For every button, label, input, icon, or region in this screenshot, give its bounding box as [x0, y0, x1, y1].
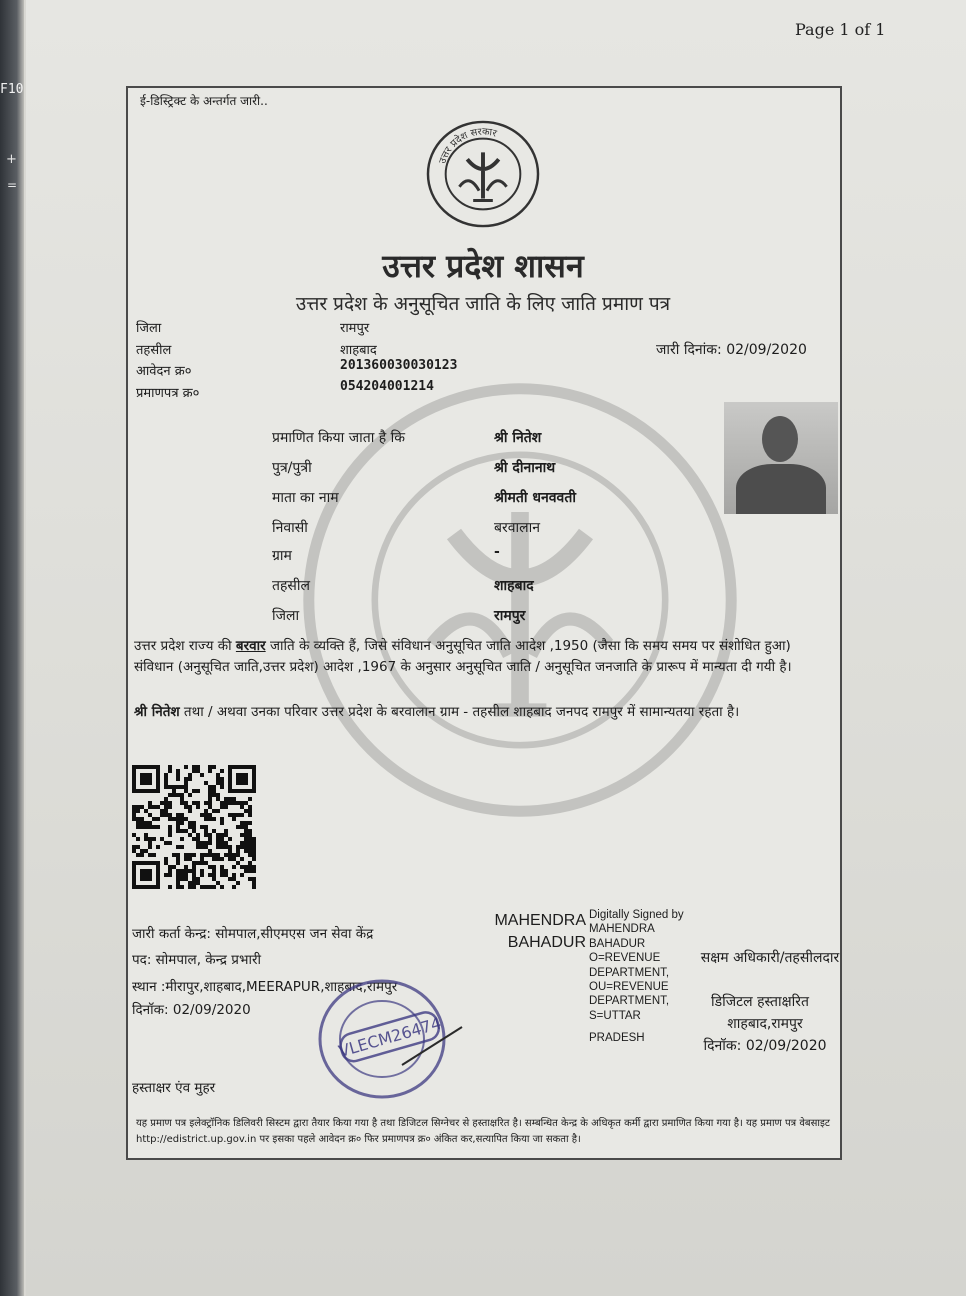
meta-application-value: 201360030030123 [340, 358, 458, 373]
field-value: श्री नितेश [494, 430, 542, 446]
issuer-post: पद: सोमपाल, केन्द्र प्रभारी [132, 952, 261, 968]
photo-head [762, 416, 798, 462]
issuer-date: दिनॉक: 02/09/2020 [132, 1002, 251, 1018]
issued-note: ई-डिस्ट्रिक्ट के अन्तर्गत जारी.. [140, 94, 268, 108]
field-label: पुत्र/पुत्री [272, 460, 312, 476]
applicant-photo [724, 402, 838, 514]
up-govt-emblem-icon [424, 118, 542, 230]
caste-name: बरवार [235, 638, 266, 654]
qr-code[interactable] [132, 765, 256, 889]
photo-body [736, 464, 826, 514]
field-value: श्रीमती धनववती [494, 490, 576, 506]
field-label: जिला [272, 608, 300, 624]
page-number: Page 1 of 1 [795, 20, 886, 39]
meta-district-value: रामपुर [340, 321, 370, 336]
meta-district-label: जिला [136, 321, 162, 336]
issuer-center: जारी कर्ता केन्द्र: सोमपाल,सीएमएस जन सेवा केंद्र [132, 926, 374, 942]
seal-stamp-icon [312, 975, 468, 1103]
footer-note: यह प्रमाण पत्र इलेक्ट्रॉनिक डिलिवरी सिस्टम द्वारा तैयार किया गया है तथा डिजिटल सिग्नेचर से हस्ताक्षरित है। सम्बन्धित केन्द्र के अधिकृत कर्मी द्वारा प्रमाणित किया गया है। यह प्रमाण पत्र वेबसाइट http://edistrict.up.gov.in पर इसका पहले आवेदन क्र० फिर प्रमाणपत्र क्र० अंकित कर,सत्यापित किया जा सकता है। [136, 1118, 830, 1145]
authority-title: सक्षम अधिकारी/तहसीलदार [700, 950, 840, 966]
residence-paragraph [134, 702, 834, 723]
authority-date: दिनॉक: 02/09/2020 [703, 1038, 827, 1054]
field-value: बरवालान [494, 520, 541, 536]
field-value: - [494, 544, 500, 560]
edge-eq: = [7, 178, 18, 192]
meta-certificate-label: प्रमाणपत्र क्र० [136, 386, 200, 401]
signer-name-line2: BAHADUR [507, 934, 586, 951]
signer-name-line1: MAHENDRA [494, 912, 586, 929]
para1-post: जाति के व्यक्ति हैं, जिसे संविधान अनुसूचित जाति आदेश ,1950 (जैसा कि समय समय पर संशोधित हुआ) संविधान (अनुसूचित जाति,उत्तर प्रदेश) आदेश ,1967 के अनुसार अनुसूचित जाति / अनुसूचित जनजाति के प्रारूप में मान्यता दी गयी है। [134, 638, 792, 675]
field-label: तहसील [272, 578, 310, 594]
para2-text: तथा / अथवा उनका परिवार उत्तर प्रदेश के बरवालान ग्राम - तहसील शाहबाद जनपद रामपुर में सामान्यतया रहता है। [179, 704, 740, 720]
device-edge [0, 0, 24, 1296]
field-value: शाहबाद [494, 578, 534, 594]
field-value: श्री दीनानाथ [494, 460, 556, 476]
signature-state: PRADESH [589, 1032, 645, 1044]
meta-tehsil-value: शाहबाद [340, 343, 377, 358]
field-label: निवासी [272, 520, 308, 536]
applicant-name: श्री नितेश [134, 704, 180, 720]
digital-signature-details: Digitally Signed by MAHENDRA BAHADUR O=REVENUE DEPARTMENT, OU=REVENUE DEPARTMENT, S=UTTAR [589, 909, 684, 1022]
stamp-text: VLECM26474 [336, 1013, 444, 1061]
field-value: रामपुर [494, 608, 526, 624]
authority-place: शाहबाद,रामपुर [727, 1016, 803, 1032]
issue-date: जारी दिनांक: 02/09/2020 [656, 342, 807, 358]
edge-plus: + [6, 152, 17, 167]
para1-pre: उत्तर प्रदेश राज्य की [134, 638, 236, 654]
edge-label: F10 [0, 82, 24, 97]
certificate-subtitle: उत्तर प्रदेश के अनुसूचित जाति के लिए जाति प्रमाण पत्र [295, 293, 671, 315]
meta-tehsil-label: तहसील [136, 343, 172, 358]
emblem-text: उत्तर प्रदेश सरकार [437, 126, 498, 166]
field-label: माता का नाम [272, 490, 339, 506]
meta-certificate-value: 054204001214 [340, 379, 434, 394]
meta-application-label: आवेदन क्र० [136, 364, 192, 379]
field-label: प्रमाणित किया जाता है कि [272, 430, 406, 446]
digital-signer-name [474, 910, 586, 954]
issuer-place: स्थान :मीरापुर,शाहबाद,MEERAPUR,शाहबाद,रामपुर [132, 979, 398, 995]
page-title: उत्तर प्रदेश शासन [382, 247, 584, 285]
sign-and-seal-label: हस्ताक्षर एंव मुहर [132, 1080, 216, 1096]
field-label: ग्राम [272, 548, 292, 564]
recognition-paragraph [134, 636, 834, 678]
authority-signed: डिजिटल हस्ताक्षरित [711, 994, 809, 1010]
